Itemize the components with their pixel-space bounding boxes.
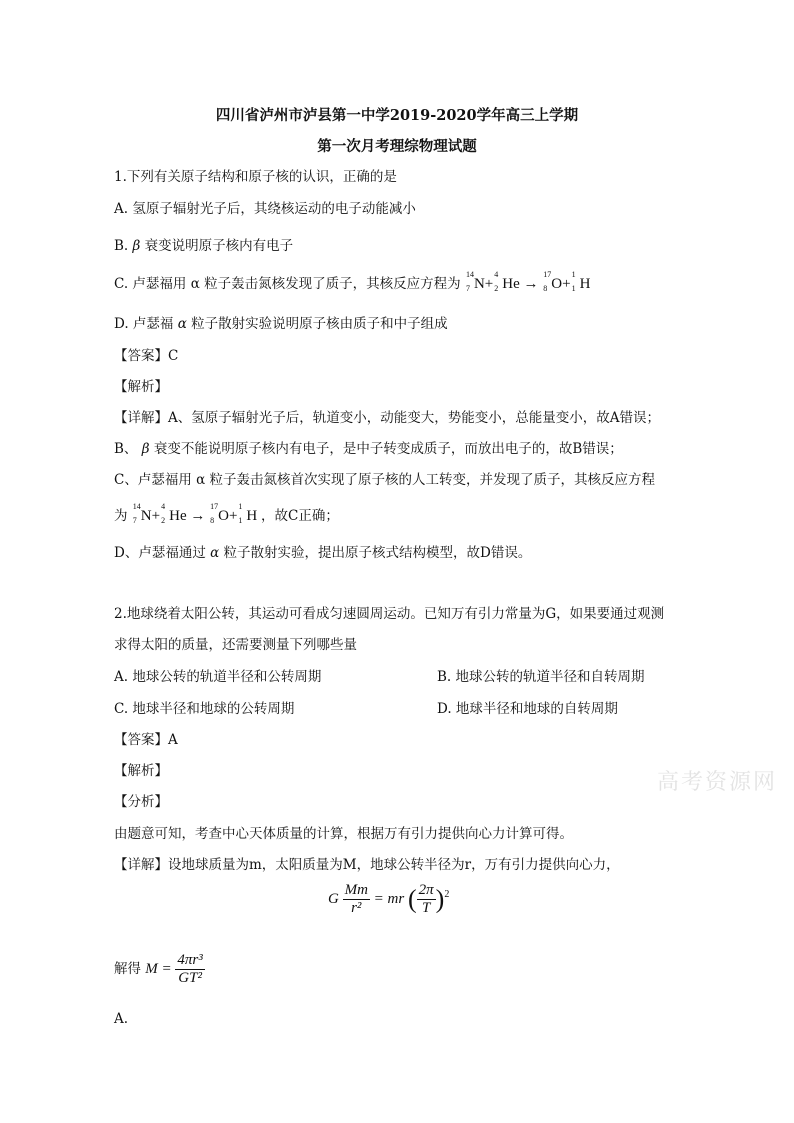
beta-symbol: β: [132, 238, 141, 254]
q2-final: A.: [114, 1011, 129, 1027]
q1-detail-5-text: 粒子散射实验，提出原子核式结构模型，故D错误。: [223, 545, 532, 561]
q1-option-d-prefix: D. 卢瑟福: [114, 316, 178, 332]
q1-option-b-text: 衰变说明原子核内有电子: [144, 238, 294, 254]
q1-detail-2: [114, 437, 623, 457]
q2-fenxi-heading: 【分析】: [114, 794, 168, 810]
q1-analysis-heading: 【解析】: [114, 379, 168, 395]
q1-option-b-prefix: B.: [114, 238, 133, 254]
q2-fenxi-text: 由题意可知，考查中心天体质量的计算，根据万有引力提供向心力计算可得。: [114, 826, 573, 842]
q1-stem: 1.下列有关原子结构和原子核的认识，正确的是: [114, 169, 397, 185]
q2-stem-line1: 2.地球绕着太阳公转，其运动可看成匀速圆周运动。已知万有引力常量为G，如果要通过观测: [114, 606, 665, 622]
watermark: 高考资源网: [657, 770, 778, 795]
q2-option-b: B. 地球公转的轨道半径和自转周期: [437, 669, 645, 685]
nuclear-equation-2: 14 7 N+ 4 2 He → 17 8 O+ 1 1 H: [132, 502, 258, 525]
page-title: 四川省泸州市泸县第一中学2019-2020学年高三上学期: [215, 107, 579, 124]
alpha-symbol: α: [177, 316, 187, 332]
q1-detail-2-prefix: B、: [114, 441, 138, 457]
q1-option-a: A. 氢原子辐射光子后，其绕核运动的电子动能减小: [114, 201, 416, 217]
q2-answer: 【答案】A: [114, 732, 178, 748]
q2-stem-line2: 求得太阳的质量，还需要测量下列哪些量: [114, 637, 357, 653]
q1-option-d: [114, 312, 448, 332]
q1-option-c-text: C. 卢瑟福用 α 粒子轰击氮核发现了质子，其核反应方程为: [114, 276, 461, 292]
q2-analysis-heading: 【解析】: [114, 763, 168, 779]
q1-detail-5-prefix: D、卢瑟福通过: [114, 545, 211, 561]
q1-detail-4-suffix: ，故C正确；: [261, 508, 339, 524]
solve-prefix: 解得: [114, 960, 141, 977]
solve-line: [114, 952, 205, 987]
solve-formula: M = $\frac{\text{4πr³}}{\text{GT²}}$: [145, 952, 203, 986]
q2-option-c: C. 地球半径和地球的公转周期: [114, 701, 295, 717]
q2-option-d: D. 地球半径和地球的自转周期: [437, 701, 618, 717]
q1-detail-5: [114, 541, 531, 561]
q1-answer: 【答案】C: [114, 348, 179, 364]
q1-detail-2-text: 衰变不能说明原子核内有电子，是中子转变成质子，而放出电子的，故B错误；: [153, 441, 623, 457]
alpha-symbol-2: α: [210, 545, 220, 561]
q1-detail-1: 【详解】A、氢原子辐射光子后，轨道变小，动能变大，势能变小，总能量变小，故A错误；: [114, 410, 660, 426]
q1-detail-4: [114, 504, 339, 525]
page-subtitle: 第一次月考理综物理试题: [317, 138, 477, 155]
q2-option-a: A. 地球公转的轨道半径和公转周期: [114, 669, 322, 685]
q1-option-d-text: 粒子散射实验说明原子核由质子和中子组成: [191, 316, 448, 332]
q1-detail-3: C、卢瑟福用 α 粒子轰击氮核首次实现了原子核的人工转变，并发现了质子，其核反应方程: [114, 472, 656, 488]
q1-detail-4-prefix: 为: [114, 508, 128, 524]
q1-option-c: [114, 272, 590, 293]
q2-detail-text: 【详解】设地球质量为m，太阳质量为M，地球公转半径为r，万有引力提供向心力，: [114, 857, 620, 873]
gravitation-formula: G $\frac{Mm}{\text{r²}}$ = mr ( $\frac{2\pi}{T}$ )$^2$: [328, 882, 450, 916]
q1-option-b: [114, 234, 293, 254]
nuclear-equation-1: 14 7 N+ 4 2 He → 17 8 O+ 1 1 H: [465, 270, 591, 293]
beta-symbol-2: β: [141, 441, 150, 457]
